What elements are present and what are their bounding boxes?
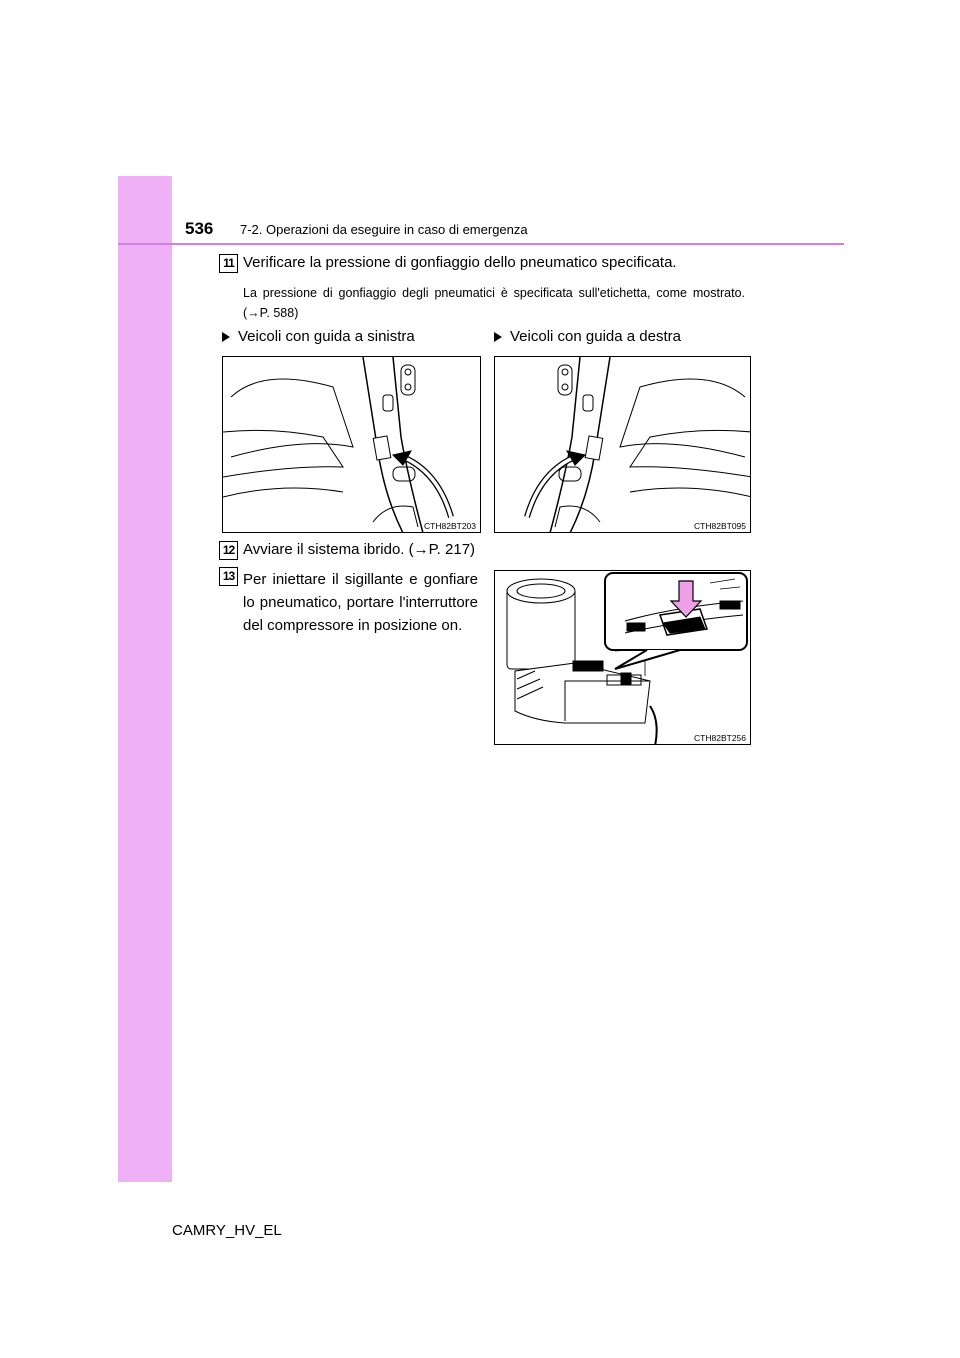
figure-code-compressor: CTH82BT256 bbox=[694, 733, 746, 743]
model-code-footer: CAMRY_HV_EL bbox=[172, 1222, 282, 1239]
header-divider bbox=[118, 243, 844, 245]
step-badge-12: 12 bbox=[219, 541, 238, 560]
bullet-triangle-icon bbox=[494, 332, 502, 342]
step-11-text: Verificare la pressione di gonfiaggio dello pneumatico specificata. bbox=[243, 254, 677, 271]
left-hand-drive-text: Veicoli con guida a sinistra bbox=[238, 328, 415, 345]
chapter-sidebar-tab bbox=[118, 176, 172, 1182]
pressure-note: La pressione di gonfiaggio degli pneumatici è specificata sull'etichetta, come mostrato. (→P. 588) bbox=[243, 286, 745, 320]
step-badge-11: 11 bbox=[219, 254, 238, 273]
step-12-text: Avviare il sistema ibrido. (→P. 217) bbox=[243, 541, 476, 558]
section-title: 7-2. Operazioni da eseguire in caso di emergenza bbox=[240, 222, 528, 237]
right-hand-drive-text: Veicoli con guida a destra bbox=[510, 328, 681, 345]
figure-code-right: CTH82BT095 bbox=[694, 521, 746, 531]
step-badge-13: 13 bbox=[219, 567, 238, 586]
page-number: 536 bbox=[185, 219, 214, 238]
tire-label-location-lhd-figure bbox=[222, 356, 481, 533]
compressor-switch-figure bbox=[494, 570, 751, 745]
bullet-triangle-icon bbox=[222, 332, 230, 342]
tire-label-location-rhd-figure bbox=[494, 356, 751, 533]
step-13-text: Per iniettare il sigillante e gonfiare lo pneumatico, portare l'interruttore del compressore in posizione on. bbox=[243, 571, 478, 634]
left-hand-drive-label bbox=[222, 328, 415, 345]
figure-code-left: CTH82BT203 bbox=[424, 521, 476, 531]
right-hand-drive-label bbox=[494, 328, 681, 345]
